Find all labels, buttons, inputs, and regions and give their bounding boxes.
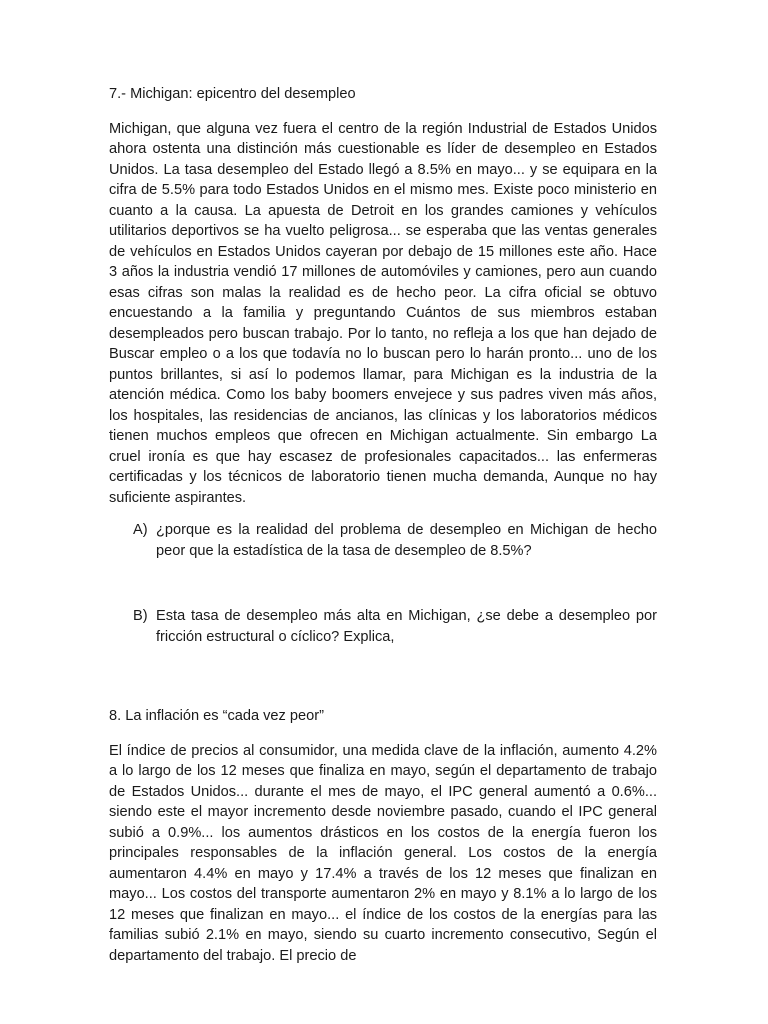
section-8-heading: 8. La inflación es “cada vez peor” [109,708,324,724]
question-b [133,606,657,647]
section-7-heading: 7.- Michigan: epicentro del desempleo [109,86,356,102]
question-b-text: Esta tasa de desempleo más alta en Michigan, ¿se debe a desempleo por fricción estructural o cíclico? Explica, [156,608,657,645]
question-b-marker: B) [133,608,148,624]
question-a-marker: A) [133,522,148,538]
section-7-paragraph: Michigan, que alguna vez fuera el centro de la región Industrial de Estados Unidos ahora ostenta una distinción más cuestionable es líder de desempleo en Estados Unidos. La tasa desempleo del Estado llegó a 8.5% en mayo... y se equipara en la cifra de 5.5% para todo Estados Unidos en el mismo mes. Existe poco ministerio en cuanto a la causa. La apuesta de Detroit en los grandes camiones y vehículos utilitarios deportivos se ha vuelto peligrosa... se esperaba que las ventas generales de vehículos en Estados Unidos cayeran por debajo de 15 millones este año. Hace 3 años la industria vendió 17 millones de automóviles y camiones, pero aun cuando esas cifras son malas la realidad es de hecho peor. La cifra oficial se obtuvo encuestando a la familia y preguntando Cuántos de sus miembros estaban desempleados pero buscan trabajo. Por lo tanto, no refleja a los que han dejado de Buscar empleo o a los que todavía no lo buscan pero lo harán pronto... uno de los puntos brillantes, si así lo podemos llamar, para Michigan es la industria de la atención médica. Como los baby boomers envejece y sus padres viven más años, los hospitales, las residencias de ancianos, las clínicas y los laboratorios médicos tienen muchos empleos que ofrecen en Michigan actualmente. Sin embargo La cruel ironía es que hay escasez de profesionales capacitados... las enfermeras certificadas y los técnicos de laboratorio tienen mucha demanda, Aunque no hay suficiente aspirantes. [109,120,657,506]
document-page [109,84,657,966]
section-8-paragraph: El índice de precios al consumidor, una medida clave de la inflación, aumento 4.2% a lo largo de los 12 meses que finaliza en mayo, según el departamento de trabajo de Estados Unidos... durante el mes de mayo, el IPC general aumentó a 0.6%... siendo este el mayor incremento desde noviembre pasado, cuando el IPC general subió a 0.9%... los aumentos drásticos en los costos de la energía fueron los principales responsables de la inflación general. Los costos de la energía aumentaron 4.4% en mayo y 17.4% a través de los 12 meses que finalizan en mayo... Los costos del transporte aumentaron 2% en mayo y 8.1% a lo largo de los 12 meses que finalizan en mayo... el índice de los costos de la energías para las familias subió 2.1% en mayo, siendo su cuarto incremento consecutivo, Según el departamento del trabajo. El precio de [109,742,657,964]
question-a [133,520,657,561]
question-a-text: ¿porque es la realidad del problema de desempleo en Michigan de hecho peor que la estadística de la tasa de desempleo de 8.5%? [156,522,657,559]
